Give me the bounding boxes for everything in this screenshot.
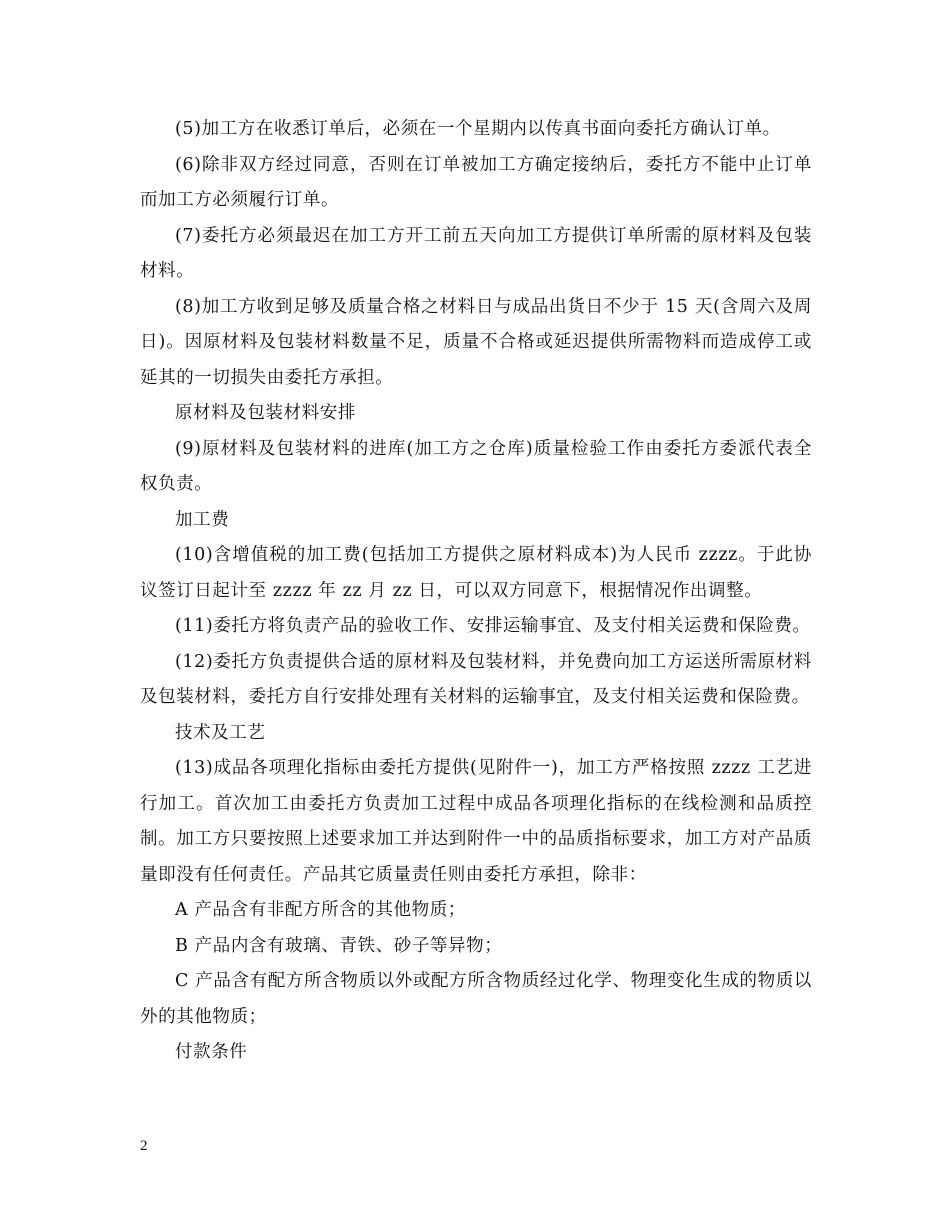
paragraph-clause-10: (10)含增值税的加工费(包括加工方提供之原材料成本)为人民币 zzzz。于此协议签订日起计至 zzzz 年 zz 月 zz 日，可以双方同意下，根据情况作出调整。 [140,545,812,601]
paragraph-clause-8: (8)加工方收到足够及质量合格之材料日与成品出货日不少于 15 天(含周六及周日)。因原材料及包装材料数量不足，质量不合格或延迟提供所需物料而造成停工或延其的一切损失由委托方承担。 [140,296,812,388]
section-heading-payment-terms: 付款条件 [175,1042,248,1062]
section-heading-materials: 原材料及包装材料安排 [175,403,356,423]
paragraph-clause-13: (13)成品各项理化指标由委托方提供(见附件一)，加工方严格按照 zzzz 工艺进行加工。首次加工由委托方负责加工过程中成品各项理化指标的在线检测和品质控制。加工方只要按照上述要求加工并达到附件一中的品质指标要求，加工方对产品质量即没有任何责任。产品其它质量责任则由委托方承担，除非： [140,758,812,885]
section-heading-technology: 技术及工艺 [175,722,266,743]
section-heading-processing-fee: 加工费 [175,509,230,530]
list-item-a: A 产品含有非配方所含的其他物质； [175,900,466,920]
paragraph-clause-11: (11)委托方将负责产品的验收工作、安排运输事宜、及支付相关运费和保险费。 [175,616,811,636]
list-item-b: B 产品内含有玻璃、青铁、砂子等异物； [175,935,503,956]
page-number: 2 [140,1138,148,1154]
paragraph-clause-12: (12)委托方负责提供合适的原材料及包装材料，并免费向加工方运送所需原材料及包装材料，委托方自行安排处理有关材料的运输事宜，及支付相关运费和保险费。 [140,651,812,707]
paragraph-clause-6: (6)除非双方经过同意，否则在订单被加工方确定接纳后，委托方不能中止订单而加工方必须履行订单。 [140,154,812,210]
list-item-c: C 产品含有配方所含物质以外或配方所含物质经过化学、物理变化生成的物质以外的其他物质； [140,971,812,1027]
document-body [140,112,812,1071]
paragraph-clause-7: (7)委托方必须最迟在加工方开工前五天向加工方提供订单所需的原材料及包装材料。 [140,225,812,281]
paragraph-clause-5: (5)加工方在收悉订单后，必须在一个星期内以传真书面向委托方确认订单。 [175,119,781,139]
paragraph-clause-9: (9)原材料及包装材料的进库(加工方之仓库)质量检验工作由委托方委派代表全权负责。 [140,438,812,494]
